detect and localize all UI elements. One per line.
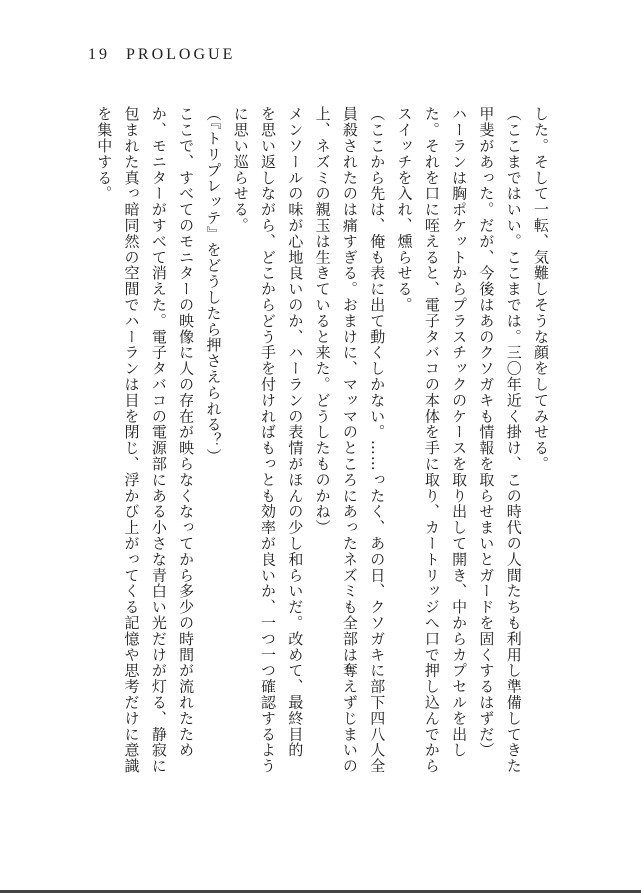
running-header [88,44,235,66]
vertical-body-text [88,106,554,846]
text-line-9: 上、ネズミの親玉は生きていると来た。どうしたものかね） [313,106,332,536]
text-line-16: 包まれた真っ暗同然の空間でハーランは目を閉じ、浮かび上がってくる記憶や思考だけに意識 [122,106,141,774]
text-line-11: を思い返しながら、どこからどう手を付ければもっとも効率が良いか、一つ一つ確認するよう [259,106,278,774]
text-line-5: た。それを口に咥えると、電子タバコの本体を手に取り、カートリッジへ口で押し込んでから [422,106,441,774]
text-line-7: （ここから先は、俺も表に出て動くしかない。……ったく、あの日、クソガキに部下四八人全 [368,106,387,774]
text-line-4: ハーランは胸ポケットからプラスチックのケースを取り出して開き、中からカプセルを出し [450,106,469,758]
text-line-10: メンソールの味が心地良いのか、ハーランの表情がほんの少し和らいだ。改めて、最終目的 [286,106,305,758]
text-line-12: に思い巡らせる。 [231,106,250,234]
text-line-15: か、モニターがすべて消えた。電子タバコの電源部にある小さな青白い光だけが灯る、静寂に [149,106,168,774]
text-line-8: 員殺されたのは痛すぎる。おまけに、マッマのところにあったネズミも全部は奪えずじまいの [340,106,359,774]
text-line-17: を集中する。 [95,106,114,202]
text-line-2: （ここまではいい。ここまでは。三〇年近く掛け、この時代の人間たちも利用し準備してきた [504,106,523,774]
running-title: PROLOGUE [126,46,236,63]
text-line-3: 甲斐があった。だが、今後はあのクソガキも情報を取らせまいとガードを固くするはずだ） [477,106,496,758]
page-number: 19 [88,46,110,63]
text-line-6: スイッチを入れ、燻らせる。 [395,106,414,313]
text-line-14: ここで、すべてのモニターの映像に人の存在が映らなくなってから多少の時間が流れたため [177,106,196,758]
text-line-1: した。そして一転、気難しそうな顔をしてみせる。 [532,106,550,472]
text-line-13: （『トリプレッテ』をどうしたら押さえられる？） [204,106,223,465]
